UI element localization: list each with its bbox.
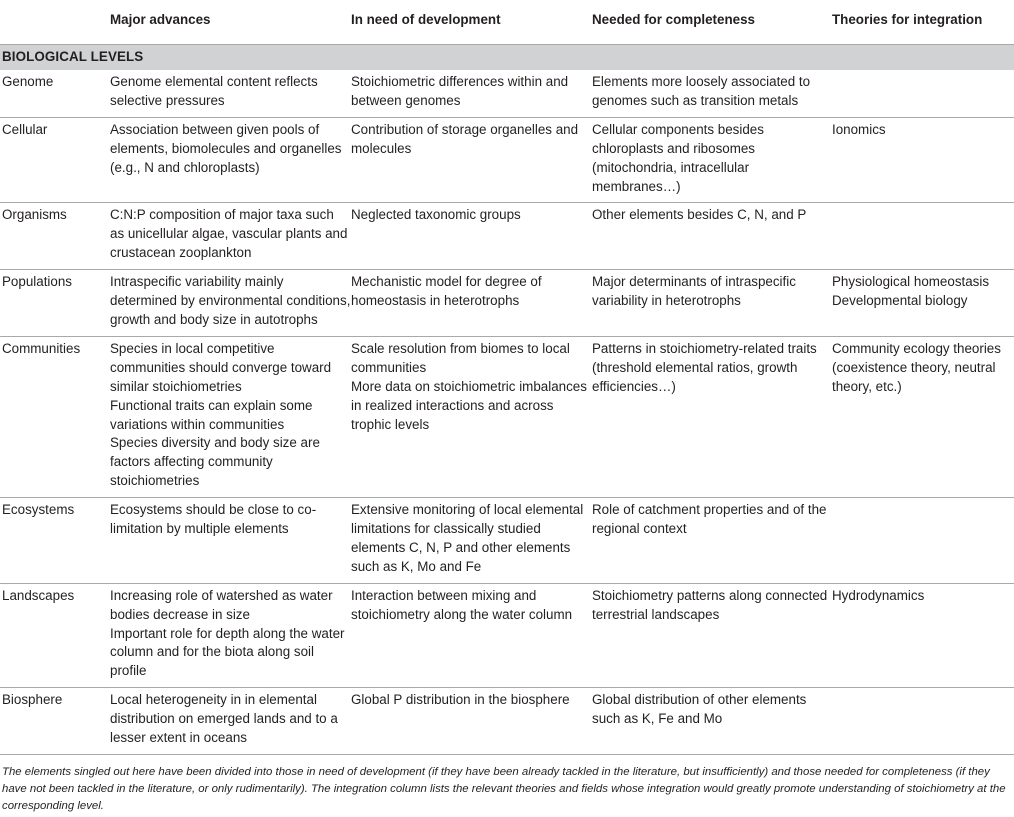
development-cell (351, 117, 592, 203)
cell-entry: Ionomics (832, 121, 886, 137)
cell-entry: Global P distribution in the biosphere (351, 692, 570, 708)
cell-entry: Role of catchment properties and of the regional context (592, 502, 827, 537)
completeness-cell (592, 70, 832, 117)
section-row (0, 44, 1014, 70)
table-row (0, 117, 1014, 203)
table-row (0, 70, 1014, 117)
completeness-cell (592, 336, 832, 497)
cell-entry: Physiological homeostasis (832, 274, 990, 290)
major-advances-cell (110, 203, 351, 270)
completeness-cell (592, 117, 832, 203)
level-cell: Organisms (0, 203, 110, 270)
cell-entry: C:N:P composition of major taxa such as unicellular algae, vascular plants and crustacean zooplankton (110, 207, 348, 261)
completeness-cell (592, 688, 832, 755)
completeness-cell (592, 270, 832, 337)
table-row (0, 270, 1014, 337)
level-cell: Genome (2, 74, 54, 89)
level-cell: Communities (0, 336, 110, 497)
header-in-need-of-development: In need of development (351, 0, 592, 44)
integration-cell (832, 70, 1014, 117)
cell-entry: Contribution of storage organelles and molecules (351, 121, 579, 156)
integration-cell (832, 203, 1014, 270)
cell-entry: Local heterogeneity in in elemental distribution on emerged lands and to a lesser extent in oceans (110, 692, 338, 746)
development-cell (351, 498, 592, 584)
table-footnote: The elements singled out here have been divided into those in need of development (if they have been already tackled in the literature, but insufficiently) and those needed for completeness (if they have not been tackled in the literature, or only rudimentarily). The integration column lists the relevant theories and fields whose integration would greatly promote understanding of stoichiometry at the corresponding level. (2, 766, 1006, 813)
cell-entry: Ecosystems should be close to co-limitation by multiple elements (110, 502, 317, 537)
cell-entry: Intraspecific variability mainly determined by environmental conditions, growth and body size in autotrophs (110, 274, 351, 327)
completeness-cell (592, 498, 832, 584)
table-header (0, 0, 1014, 44)
cell-entry: Stoichiometry patterns along connected terrestrial landscapes (592, 587, 828, 622)
table-row (0, 498, 1014, 584)
cell-entry: Major determinants of intraspecific variability in heterotrophs (592, 274, 796, 309)
major-advances-cell (110, 336, 351, 497)
cell-entry: Extensive monitoring of local elemental limitations for classically studied elements C, N, P and other elements such as K, Mo and Fe (351, 502, 584, 574)
cell-entry: Global distribution of other elements such as K, Fe and Mo (592, 692, 807, 727)
development-cell (351, 270, 592, 337)
integration-cell (832, 270, 1014, 337)
cell-entry: Genome elemental content reflects selective pressures (110, 74, 318, 108)
cell-entry: Mechanistic model for degree of homeostasis in heterotrophs (351, 274, 542, 309)
level-cell: Biosphere (0, 688, 110, 755)
major-advances-cell (110, 270, 351, 337)
integration-cell (832, 498, 1014, 584)
cell-entry: Elements more loosely associated to genomes such as transition metals (592, 74, 811, 108)
integration-cell (832, 336, 1014, 497)
header-level (0, 0, 110, 44)
integration-cell (832, 117, 1014, 203)
cell-entry: Species in local competitive communities should converge toward similar stoichiometries (110, 340, 332, 394)
cell-entry: Patterns in stoichiometry-related traits (threshold elemental ratios, growth efficiencies…) (592, 340, 817, 394)
header-major-advances: Major advances (110, 0, 351, 44)
major-advances-cell (110, 498, 351, 584)
development-cell (351, 583, 592, 688)
cell-entry: Interaction between mixing and stoichiometry along the water column (351, 587, 573, 622)
section-label: BIOLOGICAL LEVELS (0, 44, 1014, 70)
major-advances-cell (110, 583, 351, 688)
table-row (0, 336, 1014, 497)
integration-cell (832, 583, 1014, 688)
cell-entry: Functional traits can explain some variations within communities (110, 397, 313, 432)
level-cell: Populations (0, 270, 110, 337)
development-cell (351, 70, 592, 117)
completeness-cell (592, 203, 832, 270)
table-row (0, 583, 1014, 688)
development-cell (351, 336, 592, 497)
integration-cell (832, 688, 1014, 755)
cell-entry: Other elements besides C, N, and P (592, 207, 807, 223)
cell-entry: More data on stoichiometric imbalances in realized interactions and across trophic levels (351, 378, 587, 432)
cell-entry: Increasing role of watershed as water bodies decrease in size (110, 587, 333, 622)
cell-entry: Stoichiometric differences within and between genomes (351, 74, 569, 108)
table-body (0, 44, 1014, 755)
major-advances-cell (110, 117, 351, 203)
major-advances-cell (110, 688, 351, 755)
cell-entry: Scale resolution from biomes to local communities (351, 340, 570, 375)
cell-entry: Community ecology theories (coexistence theory, neutral theory, etc.) (832, 340, 1001, 394)
header-needed-for-completeness: Needed for completeness (592, 0, 832, 44)
completeness-cell (592, 583, 832, 688)
table-row (0, 688, 1014, 755)
table-row (0, 203, 1014, 270)
development-cell (351, 203, 592, 270)
header-theories-for-integration: Theories for integration (832, 0, 1014, 44)
major-advances-cell (110, 70, 351, 117)
cell-entry: Neglected taxonomic groups (351, 207, 521, 223)
cell-entry: Cellular components besides chloroplasts and ribosomes (mitochondria, intracellular membranes…) (592, 121, 764, 194)
level-cell: Landscapes (0, 583, 110, 688)
cell-entry: Hydrodynamics (832, 587, 925, 603)
level-cell: Ecosystems (0, 498, 110, 584)
cell-entry: Species diversity and body size are factors affecting community stoichiometries (110, 435, 320, 489)
development-cell (351, 688, 592, 755)
cell-entry: Important role for depth along the water column and for the biota along soil profile (110, 625, 345, 679)
cell-entry: Association between given pools of elements, biomolecules and organelles (e.g., N and chloroplasts) (110, 121, 342, 175)
cell-entry: Developmental biology (832, 293, 968, 309)
level-cell: Cellular (0, 117, 110, 203)
